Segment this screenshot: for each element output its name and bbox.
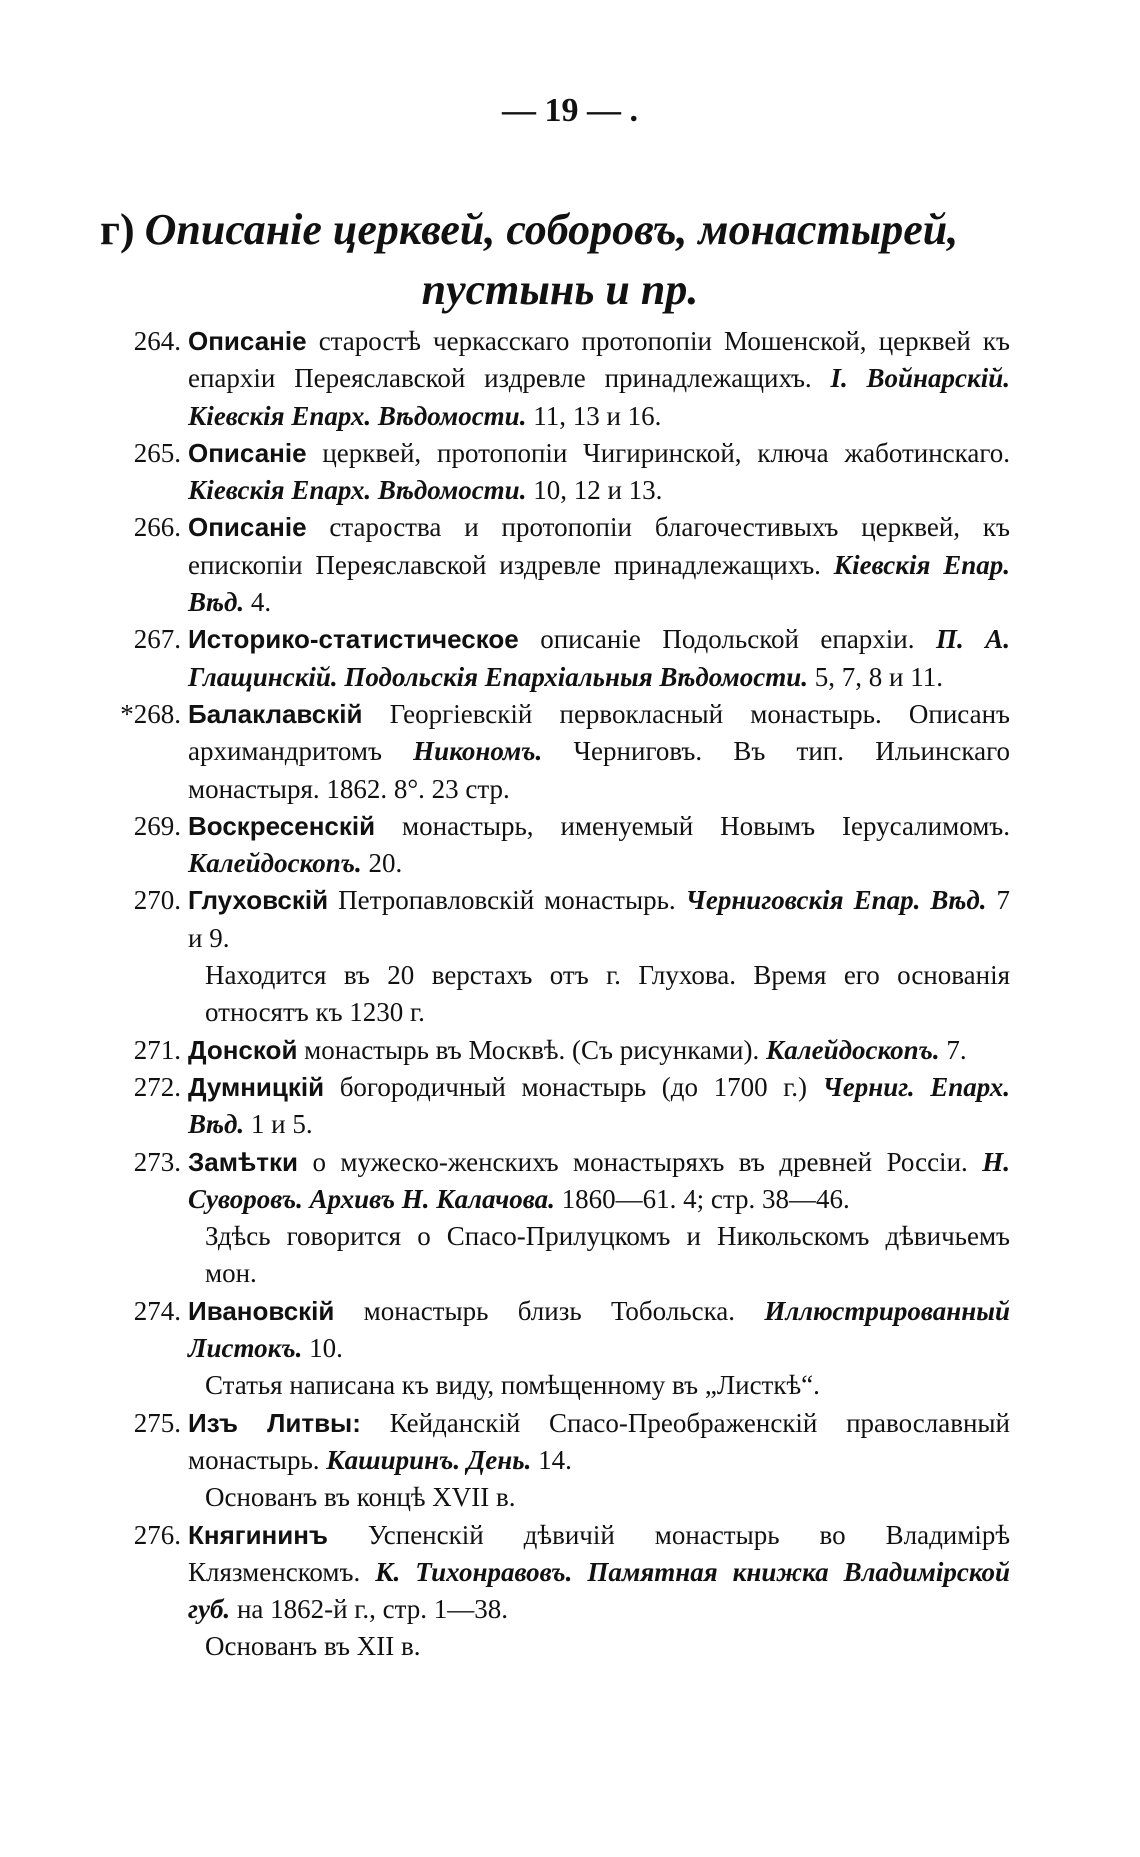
entry-number: 275. xyxy=(133,1407,181,1438)
entry-number: 269. xyxy=(133,810,181,841)
entry-source: Н. Суворовъ. Архивъ Н. Калачова. xyxy=(188,1146,1010,1214)
entry-source: Кіевскія Епар. Вѣд. xyxy=(188,549,1011,618)
entry-note: Статья написана къ виду, помѣщенному въ „Листкѣ“. xyxy=(205,1370,820,1401)
entry-source: Черниговскія Епар. Вѣд. xyxy=(685,885,987,916)
entry-tail: на 1862-й г., стр. 1—38. xyxy=(230,1594,508,1625)
entry-number: 270. xyxy=(133,885,181,916)
entry-number: 266. xyxy=(133,512,181,543)
entry-number: 273. xyxy=(133,1146,181,1177)
entry-tail: Черниговъ. Въ тип. Ильинскаго монастыря. 1862. 8°. 23 стр. xyxy=(188,736,1010,804)
entry-tail: 14. xyxy=(531,1444,572,1475)
entry-heading: Ивановскій xyxy=(188,1295,335,1326)
entry-source: К. Тихонравовъ. Памятная книжка Владимірской губ. xyxy=(188,1556,1010,1625)
entry-heading: Княгининъ xyxy=(188,1519,328,1550)
entry-heading: Описаніе xyxy=(188,437,307,468)
entry-source: Калейдоскопъ. xyxy=(765,1034,940,1065)
entry-source: Кіевскія Епарх. Вѣдомости. xyxy=(188,475,527,506)
bibliography-entry xyxy=(105,1405,1010,1480)
entry-text: старостѣ черкасскаго протопопіи Мошенской, церквей къ епархіи Переяславской издревле принадлежащихъ. xyxy=(188,326,1010,394)
bibliography-entry xyxy=(105,1144,1010,1219)
entry-number: 272. xyxy=(133,1071,181,1102)
entry-source: І. Войнарскій. Кіевскія Епарх. Вѣдомости. xyxy=(188,363,1010,431)
bibliography-entry xyxy=(105,509,1010,621)
entry-text: описаніе Подольской епархіи. xyxy=(518,624,936,655)
section-title-line2: пустынь и пр. xyxy=(421,265,699,314)
entry-heading: Описаніе xyxy=(188,326,307,356)
entry-source: П. А. Глащинскій. Подольскія Епархіальныя Вѣдомости. xyxy=(188,624,1010,692)
entry-heading: Описаніе xyxy=(188,512,307,543)
entry-tail: 20. xyxy=(361,848,403,879)
entry-heading: Историко-статистическое xyxy=(188,624,519,655)
entry-tail: 7. xyxy=(939,1034,967,1065)
entry-source: Черниг. Епарх. Вѣд. xyxy=(188,1071,1010,1140)
entry-source: Каширинъ. День. xyxy=(326,1444,532,1475)
entry-text: староства и протопопіи благочестивыхъ церквей, къ епископіи Переяславской издревле принадлежащихъ. xyxy=(188,512,1010,580)
entry-tail: 5, 7, 8 и 11. xyxy=(808,661,943,692)
page-number: — 19 — . xyxy=(502,92,638,129)
entry-tail: 1860—61. 4; стр. 38—46. xyxy=(554,1183,850,1214)
section-title-line1: Описаніе церквей, соборовъ, монастырей, xyxy=(144,205,959,254)
entry-source: Калейдоскопъ. xyxy=(188,848,362,879)
entry-text: Успенскій дѣвичій монастырь во Владимірѣ Клязменскомъ. xyxy=(188,1519,1010,1587)
bibliography-entry xyxy=(105,323,1010,435)
bibliography-list xyxy=(105,323,1010,1666)
section-title xyxy=(100,200,1020,320)
entry-tail: 1 и 5. xyxy=(244,1109,313,1140)
entry-heading: Изъ Литвы: xyxy=(188,1407,361,1438)
entry-heading: Думницкій xyxy=(188,1071,325,1102)
entry-text: богородичный монастырь (до 1700 г.) xyxy=(324,1071,823,1102)
entry-number: 274. xyxy=(133,1295,181,1326)
entry-text: о мужеско-женскихъ монастыряхъ въ древней Россіи. xyxy=(297,1146,983,1177)
bibliography-entry xyxy=(105,1517,1010,1629)
entry-number: 264. xyxy=(133,326,181,356)
entry-tail: 10. xyxy=(302,1333,343,1364)
entry-note: Основанъ въ концѣ XVII в. xyxy=(205,1482,516,1513)
entry-heading: Замѣтки xyxy=(188,1146,298,1177)
bibliography-entry xyxy=(105,696,1010,808)
entry-number: 271. xyxy=(133,1034,181,1065)
entry-source: Иллюстрированный Листокъ. xyxy=(188,1295,1010,1364)
bibliography-entry xyxy=(105,808,1010,883)
entry-number: 276. xyxy=(133,1519,181,1550)
entry-source: Никономъ. xyxy=(413,736,543,767)
entry-text: Кейданскій Спасо-Преображенскій православный монастырь. xyxy=(188,1407,1010,1475)
bibliography-entry xyxy=(105,882,1010,957)
entry-tail: 10, 12 и 13. xyxy=(526,475,663,506)
entry-note: Основанъ въ XII в. xyxy=(205,1631,421,1662)
entry-heading: Воскресенскій xyxy=(188,810,376,841)
entry-tail: 4. xyxy=(244,587,272,618)
bibliography-entry xyxy=(105,621,1010,696)
entry-text: монастырь, именуемый Новымъ Іерусалимомъ. xyxy=(375,810,1010,841)
entry-text: монастырь близь Тобольска. xyxy=(334,1295,765,1326)
entry-heading: Глуховскій xyxy=(188,885,329,916)
bibliography-entry xyxy=(105,1069,1010,1144)
entry-text: Петропавловскій монастырь. xyxy=(328,885,686,916)
entry-number: 267. xyxy=(133,624,181,655)
entry-number: *268. xyxy=(120,698,181,729)
section-letter: г) xyxy=(100,205,135,254)
entry-tail: 7 и 9. xyxy=(188,885,1010,953)
entry-heading: Донской xyxy=(188,1034,298,1065)
entry-note: Находится въ 20 верстахъ отъ г. Глухова. Время его основанія относятъ къ 1230 г. xyxy=(205,960,1010,1028)
entry-note: Здѣсь говорится о Спасо-Прилуцкомъ и Никольскомъ дѣвичьемъ мон. xyxy=(205,1221,1010,1289)
entry-text: церквей, протопопіи Чигиринской, ключа жаботинскаго. xyxy=(306,437,1010,468)
bibliography-entry xyxy=(105,435,1010,510)
bibliography-entry xyxy=(105,1293,1010,1368)
bibliography-entry xyxy=(105,1032,1010,1069)
entry-tail: 11, 13 и 16. xyxy=(526,400,662,431)
entry-text: монастырь въ Москвѣ. (Съ рисунками). xyxy=(297,1034,766,1065)
entry-heading: Балаклавскій xyxy=(188,698,363,729)
entry-text: Георгіевскій первокласный монастырь. Описанъ архимандритомъ xyxy=(188,698,1010,767)
entry-number: 265. xyxy=(133,437,181,468)
